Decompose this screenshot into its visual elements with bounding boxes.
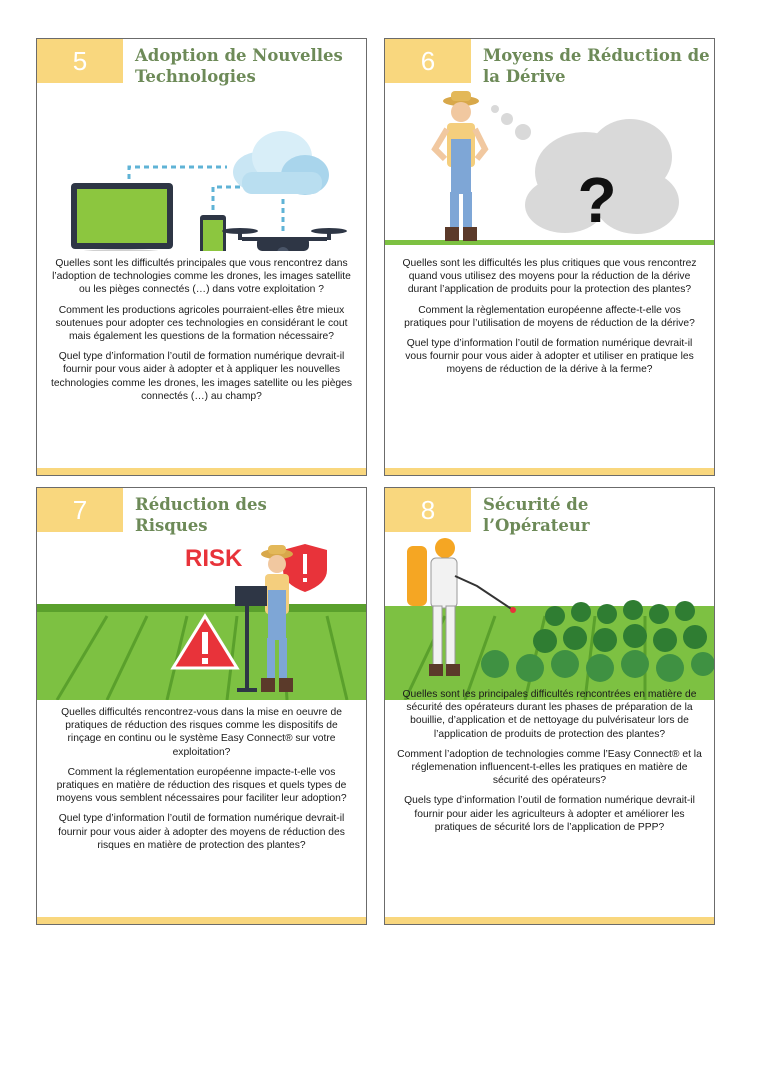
question-mark-icon: ? [577,164,617,236]
phone-icon [200,215,226,251]
card-title: Sécurité de l’Opérateur [483,495,590,535]
card-securite-operateur [384,487,715,925]
question-paragraph: Comment la règlementation européenne affecte-t-elle vos pratiques pour l’utilisation de moyens de réduction de la dérive? [404,304,695,329]
cloud-icon [233,131,329,195]
card-questions [49,257,354,410]
card-questions [49,706,354,859]
farmer-icon [435,91,485,241]
footer-bar [385,917,714,924]
card-number: 8 [385,488,471,532]
question-paragraph: Comment les productions agricoles pourraient-elles être mieux soutenues pour adopter ces technologies en considérant le cout mais également les questions de la formation nécessaire? [55,304,348,343]
card-questions [397,257,702,384]
question-paragraph: Quelles sont les difficultés les plus critiques que vous rencontrez quand vous utilisez des moyens pour la réduction de la dérive durant l’application de produits pour la protection des plantes? [402,258,697,296]
card-reduction-derive [384,38,715,476]
question-paragraph: Quels type d’information l’outil de formation numérique devrait-il fournir pour aider les agriculteurs à adopter et améliorer les pratiques de sécurité lors de l’application de PPP? [404,795,695,833]
risk-illustration [37,536,366,700]
laptop-icon [59,183,185,251]
question-paragraph: Quelles difficultés rencontrez-vous dans la mise en oeuvre de pratiques de réduction des risques comme les dispositifs de rinçage en continu ou le système Easy Connect® sur votre exploitation? [61,707,342,758]
question-paragraph: Quelles sont les difficultés principales que vous rencontrez dans l’adoption de technologies comme les drones, les images satellite ou les pièges connectés (…) dans votre exploitation ? [52,258,351,296]
operator-spraying-illustration [385,536,714,700]
question-paragraph: Quel type d’information l’outil de formation numérique devrait-il fournir pour vous aider à adopter des moyens de réduction des risques en matière de protection des plantes? [58,813,345,851]
farmer-thinking-illustration [385,87,714,251]
footer-bar [37,468,366,475]
card-title: Adoption de Nouvelles Technologies [135,46,343,86]
card-number: 6 [385,39,471,83]
card-number: 5 [37,39,123,83]
question-paragraph: Quel type d’information l’outil de formation numérique devrait-il fournir pour vous aider à adopter et à appliquer les nouvelles technologies comme les drones, les images satellite ou les pièges connectés (…) au champ? [50,351,353,402]
card-title: Réduction des Risques [135,495,267,535]
drone-icon [222,228,347,251]
question-paragraph: Comment l’adoption de technologies comme l’Easy Connect® et la réglemenation influencent-t-elles les pratiques en matière de sécurité des opérateurs? [397,748,702,787]
card-number: 7 [37,488,123,532]
card-title: Moyens de Réduction de la Dérive [483,46,710,86]
question-paragraph: Quel type d’information l’outil de formation numérique devrait-il vous fournir pour vous aider à adopter et utiliser en pratique les moyens de réduction de la dérive à la ferme? [405,338,694,376]
technology-illustration [37,87,366,251]
thought-cloud-icon [491,105,679,236]
question-paragraph: Quelles sont les principales difficultés rencontrées en matière de sécurité des opérateurs durant les phases de préparation de la bouillie, d’application et de nettoyage du pulvérisateur lors de l’application de produits de protection des plantes? [402,689,697,740]
card-adoption-technologies [36,38,367,476]
card-questions [397,688,702,841]
footer-bar [37,917,366,924]
card-reduction-risques [36,487,367,925]
question-paragraph: Comment la réglementation européenne impacte-t-elle vos pratiques en matière de réduction des risques et quels types de moyens vous semblent nécessaires pour faciliter leur adoption? [56,766,347,805]
footer-bar [385,468,714,475]
risk-label: RISK [185,545,243,572]
